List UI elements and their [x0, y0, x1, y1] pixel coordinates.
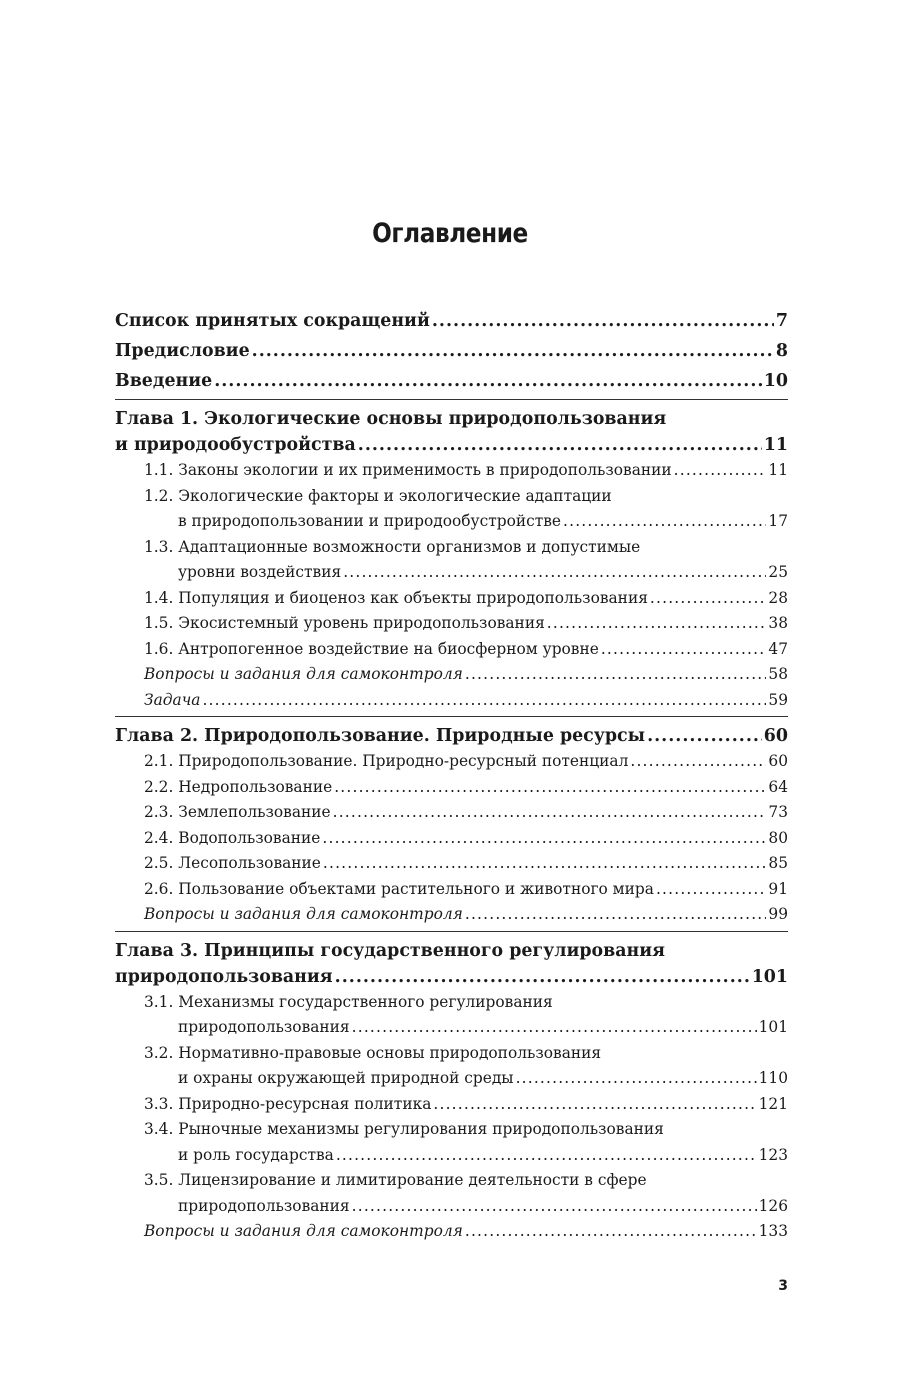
- section-label: Вопросы и задания для самоконтроля: [144, 1222, 463, 1240]
- section-page: 38: [768, 614, 788, 632]
- dot-leader: [358, 432, 762, 458]
- section-label: 2.2. Недропользование: [144, 777, 333, 796]
- dot-leader: [214, 366, 762, 396]
- chapter-title-cont: и природообустройства: [115, 435, 356, 455]
- section-label-cont: и роль государства: [178, 1145, 334, 1164]
- toc-section[interactable]: [115, 877, 788, 903]
- section-label-cont: природопользования: [178, 1196, 350, 1215]
- section-page: 99: [768, 905, 788, 923]
- dot-leader: [352, 1194, 757, 1220]
- toc-entry-introduction[interactable]: [115, 366, 788, 396]
- page-number: 3: [778, 1278, 788, 1294]
- section-label: Задача: [144, 690, 201, 709]
- dot-leader: [650, 586, 766, 612]
- section-label: 3.3. Природно-ресурсная политика: [144, 1094, 432, 1113]
- toc-section[interactable]: [115, 637, 788, 663]
- section-label: 2.3. Землепользование: [144, 803, 331, 821]
- section-page: 58: [768, 665, 788, 683]
- dot-leader: [563, 509, 766, 535]
- dot-leader: [202, 688, 766, 714]
- toc-section[interactable]: [115, 1117, 788, 1168]
- dot-leader: [601, 637, 767, 663]
- dot-leader: [343, 560, 766, 586]
- section-label: Вопросы и задания для самоконтроля: [144, 905, 463, 923]
- chapter-title: Глава 1. Экологические основы природопользования: [115, 409, 667, 429]
- dot-leader: [465, 1219, 757, 1245]
- dot-leader: [333, 800, 767, 826]
- section-label: Вопросы и задания для самоконтроля: [144, 665, 463, 683]
- toc-section[interactable]: [115, 990, 788, 1041]
- toc-section[interactable]: [115, 535, 788, 586]
- divider: [115, 399, 788, 400]
- toc-review-questions[interactable]: [115, 1219, 788, 1245]
- toc-entry-label: Предисловие: [115, 341, 250, 361]
- toc-chapter-1[interactable]: [115, 406, 788, 458]
- toc-section[interactable]: [115, 1041, 788, 1092]
- section-label: 3.1. Механизмы государственного регулирования: [144, 992, 553, 1011]
- toc-entry-label: Введение: [115, 371, 213, 391]
- toc-section[interactable]: [115, 826, 788, 852]
- section-label: 1.6. Антропогенное воздействие на биосферном уровне: [144, 639, 599, 658]
- chapter-page: 101: [751, 966, 788, 987]
- dot-leader: [432, 306, 774, 336]
- section-page: 60: [768, 752, 788, 770]
- section-page: 17: [768, 512, 788, 530]
- dot-leader: [630, 749, 766, 775]
- dot-leader: [647, 723, 762, 749]
- chapter-title-cont: природопользования: [115, 966, 333, 987]
- section-label: 3.5. Лицензирование и лимитирование деятельности в сфере: [144, 1171, 647, 1189]
- section-page: 80: [768, 828, 788, 847]
- section-label-cont: и охраны окружающей природной среды: [178, 1069, 514, 1087]
- section-label: 1.3. Адаптационные возможности организмов и допустимые: [144, 537, 641, 556]
- toc-section[interactable]: [115, 484, 788, 535]
- toc-entry-label: Список принятых сокращений: [115, 311, 430, 331]
- section-page: 28: [768, 588, 788, 607]
- section-page: 73: [768, 803, 788, 821]
- divider: [115, 716, 788, 717]
- toc-chapter-2[interactable]: [115, 723, 788, 749]
- section-label-cont: в природопользовании и природообустройстве: [178, 512, 562, 530]
- toc-entry-page: 7: [775, 311, 788, 331]
- toc-section[interactable]: [115, 611, 788, 637]
- chapter-page: 11: [763, 435, 788, 455]
- section-page: 59: [768, 690, 788, 709]
- toc-entry-preface[interactable]: [115, 336, 788, 366]
- toc-section[interactable]: [115, 1168, 788, 1219]
- toc-review-questions[interactable]: [115, 662, 788, 688]
- toc-section[interactable]: [115, 1092, 788, 1118]
- chapter-page: 60: [763, 726, 788, 746]
- dot-leader: [252, 336, 774, 366]
- section-label: 2.6. Пользование объектами растительного и животного мира: [144, 879, 654, 898]
- dot-leader: [465, 662, 767, 688]
- toc-section[interactable]: [115, 586, 788, 612]
- toc-section[interactable]: [115, 775, 788, 801]
- dot-leader: [323, 851, 767, 877]
- divider: [115, 931, 788, 932]
- dot-leader: [352, 1015, 757, 1041]
- toc-review-questions[interactable]: [115, 902, 788, 928]
- dot-leader: [322, 826, 766, 852]
- section-label-cont: природопользования: [178, 1018, 350, 1036]
- section-page: 25: [768, 563, 788, 581]
- dot-leader: [674, 458, 767, 484]
- chapter-title: Глава 2. Природопользование. Природные ресурсы: [115, 726, 646, 746]
- section-label: 1.4. Популяция и биоценоз как объекты природопользования: [144, 588, 648, 607]
- section-label: 1.5. Экосистемный уровень природопользования: [144, 614, 545, 632]
- section-page: 126: [758, 1196, 788, 1215]
- section-page: 110: [758, 1069, 788, 1087]
- section-label: 2.4. Водопользование: [144, 828, 321, 847]
- section-label: 1.1. Законы экологии и их применимость в природопользовании: [144, 461, 672, 479]
- section-page: 123: [758, 1145, 788, 1164]
- section-page: 91: [768, 879, 788, 898]
- section-label-cont: уровни воздействия: [178, 563, 342, 581]
- section-page: 121: [758, 1094, 788, 1113]
- table-of-contents: [115, 306, 788, 1245]
- section-label: 1.2. Экологические факторы и экологические адаптации: [144, 486, 612, 505]
- section-page: 85: [768, 854, 788, 872]
- toc-section[interactable]: [115, 749, 788, 775]
- section-page: 101: [758, 1018, 788, 1036]
- section-label: 3.2. Нормативно-правовые основы природопользования: [144, 1043, 602, 1062]
- toc-section[interactable]: [115, 851, 788, 877]
- dot-leader: [336, 1143, 757, 1169]
- section-page: 11: [768, 461, 788, 479]
- section-page: 133: [758, 1222, 788, 1240]
- dot-leader: [516, 1066, 757, 1092]
- dot-leader: [334, 775, 766, 801]
- toc-section[interactable]: [115, 800, 788, 826]
- dot-leader: [433, 1092, 756, 1118]
- section-label: 2.1. Природопользование. Природно-ресурсный потенциал: [144, 752, 629, 770]
- toc-section[interactable]: [115, 458, 788, 484]
- dot-leader: [547, 611, 767, 637]
- toc-entry-page: 10: [763, 371, 788, 391]
- page-title: Оглавление: [372, 218, 528, 249]
- toc-entry-abbreviations[interactable]: [115, 306, 788, 336]
- section-label: 2.5. Лесопользование: [144, 854, 321, 872]
- chapter-title: Глава 3. Принципы государственного регулирования: [115, 940, 665, 961]
- toc-chapter-3[interactable]: [115, 938, 788, 990]
- toc-entry-page: 8: [775, 341, 788, 361]
- section-page: 47: [768, 639, 788, 658]
- dot-leader: [465, 902, 767, 928]
- section-page: 64: [768, 777, 788, 796]
- toc-task[interactable]: [115, 688, 788, 714]
- dot-leader: [656, 877, 766, 903]
- section-label: 3.4. Рыночные механизмы регулирования природопользования: [144, 1120, 664, 1138]
- dot-leader: [335, 964, 750, 990]
